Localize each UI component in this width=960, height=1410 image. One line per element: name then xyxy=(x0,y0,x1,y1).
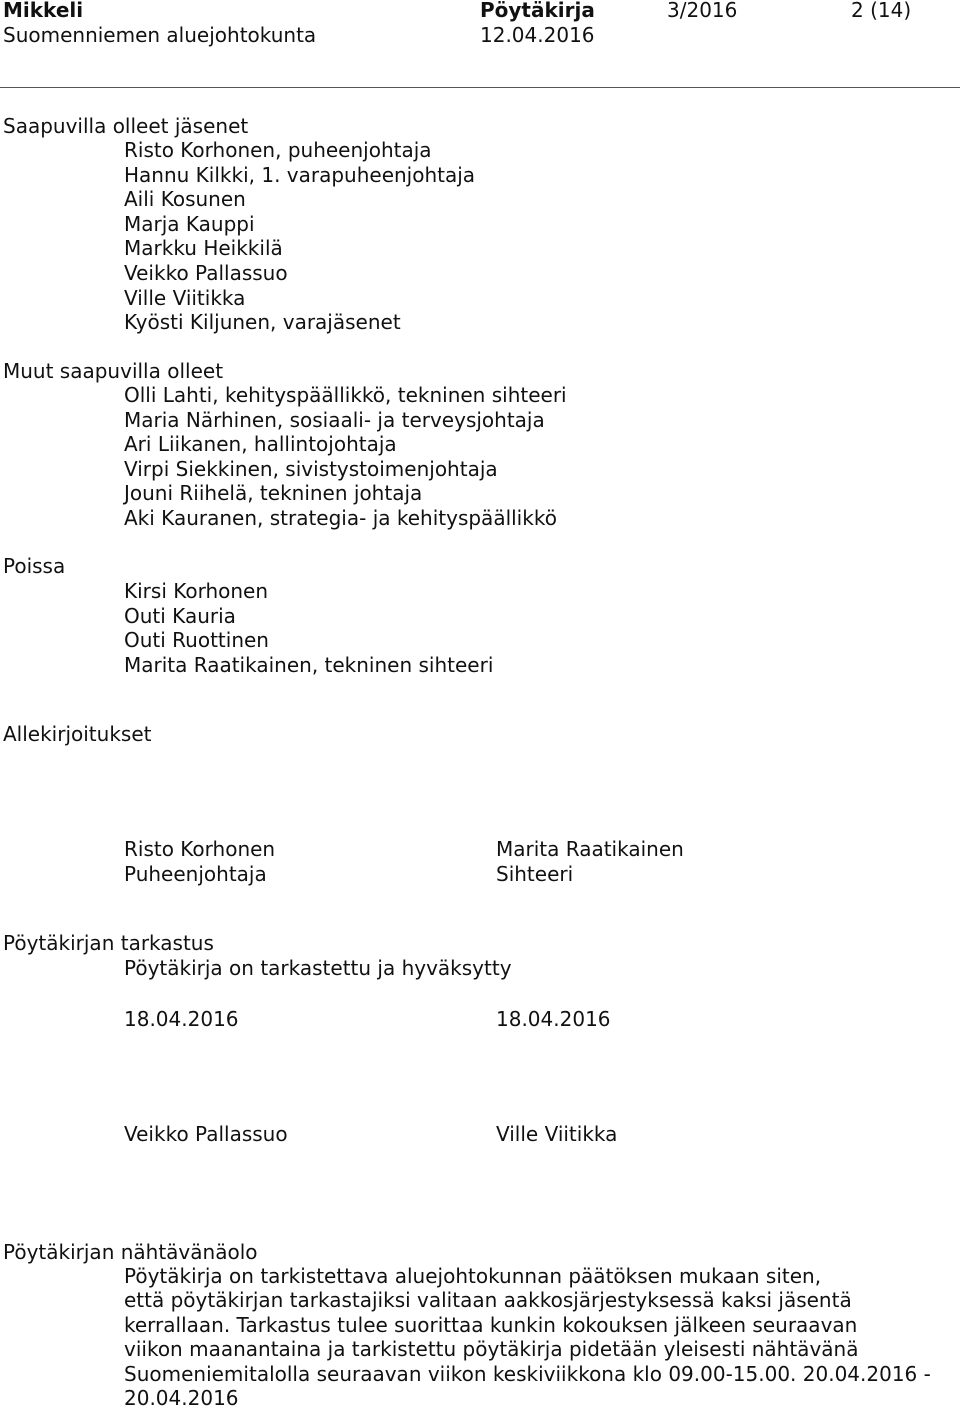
review-label: Pöytäkirjan tarkastus xyxy=(3,931,214,955)
list-item: Kirsi Korhonen xyxy=(124,579,269,603)
municipality-name: Mikkeli xyxy=(3,0,84,22)
list-item: Kyösti Kiljunen, varajäsenet xyxy=(124,310,401,335)
list-item: Jouni Riihelä, tekninen johtaja xyxy=(124,481,423,506)
paragraph-line: viikon maanantaina ja tarkistettu pöytäkirja pidetään yleisesti nähtävänä xyxy=(124,1337,859,1362)
paragraph-line: että pöytäkirjan tarkastajiksi valitaan aakkosjärjestyksessä kaksi jäsentä xyxy=(124,1288,852,1313)
list-item: Outi Kauria xyxy=(124,603,236,628)
page-number: 2 (14) xyxy=(851,0,912,22)
present-members-list xyxy=(124,138,475,335)
list-item: Marja Kauppi xyxy=(124,211,255,236)
reviewer-left-name: Veikko Pallassuo xyxy=(124,1122,288,1146)
present-label: Saapuvilla olleet jäsenet xyxy=(3,114,249,138)
list-item: Marita Raatikainen, tekninen sihteeri xyxy=(124,652,494,677)
board-name: Suomenniemen aluejohtokunta xyxy=(3,23,317,47)
paragraph-line: kerrallaan. Tarkastus tulee suorittaa kunkin kokouksen jälkeen seuraavan xyxy=(124,1312,858,1337)
list-item: Aki Kauranen, strategia- ja kehityspäällikkö xyxy=(124,505,557,530)
header-divider xyxy=(0,87,960,88)
list-item: Olli Lahti, kehityspäällikkö, tekninen sihteeri xyxy=(124,383,567,407)
others-label: Muut saapuvilla olleet xyxy=(3,359,224,383)
list-item: Veikko Pallassuo xyxy=(124,260,288,285)
paragraph-line: Pöytäkirja on tarkistettava aluejohtokunnan päätöksen mukaan siten, xyxy=(124,1264,822,1288)
signatures-label: Allekirjoitukset xyxy=(3,722,152,746)
review-statement: Pöytäkirja on tarkastettu ja hyväksytty xyxy=(124,956,512,980)
review-date-right: 18.04.2016 xyxy=(496,1007,611,1031)
review-date-left: 18.04.2016 xyxy=(124,1007,239,1031)
secretary-name: Marita Raatikainen xyxy=(496,837,684,861)
list-item: Risto Korhonen, puheenjohtaja xyxy=(124,138,432,162)
display-label: Pöytäkirjan nähtävänäolo xyxy=(3,1240,258,1264)
display-paragraph xyxy=(124,1264,931,1410)
meeting-date: 12.04.2016 xyxy=(480,23,595,47)
list-item: Markku Heikkilä xyxy=(124,236,283,261)
absent-list xyxy=(124,579,493,677)
document-type: Pöytäkirja xyxy=(480,0,595,22)
meeting-number: 3/2016 xyxy=(667,0,738,22)
chair-title: Puheenjohtaja xyxy=(124,862,267,886)
paragraph-line: Suomeniemitalolla seuraavan viikon keskiviikkona klo 09.00-15.00. 20.04.2016 - xyxy=(124,1361,931,1386)
absent-label: Poissa xyxy=(3,554,66,578)
paragraph-line: 20.04.2016 xyxy=(124,1386,239,1410)
list-item: Outi Ruottinen xyxy=(124,628,269,653)
list-item: Virpi Siekkinen, sivistystoimenjohtaja xyxy=(124,456,498,481)
secretary-title: Sihteeri xyxy=(496,862,574,886)
list-item: Ari Liikanen, hallintojohtaja xyxy=(124,432,397,457)
chair-name: Risto Korhonen xyxy=(124,837,276,861)
list-item: Hannu Kilkki, 1. varapuheenjohtaja xyxy=(124,162,476,187)
others-list xyxy=(124,383,567,531)
list-item: Ville Viitikka xyxy=(124,285,246,310)
list-item: Aili Kosunen xyxy=(124,187,246,212)
reviewer-right-name: Ville Viitikka xyxy=(496,1122,618,1146)
list-item: Maria Närhinen, sosiaali- ja terveysjohtaja xyxy=(124,407,545,432)
